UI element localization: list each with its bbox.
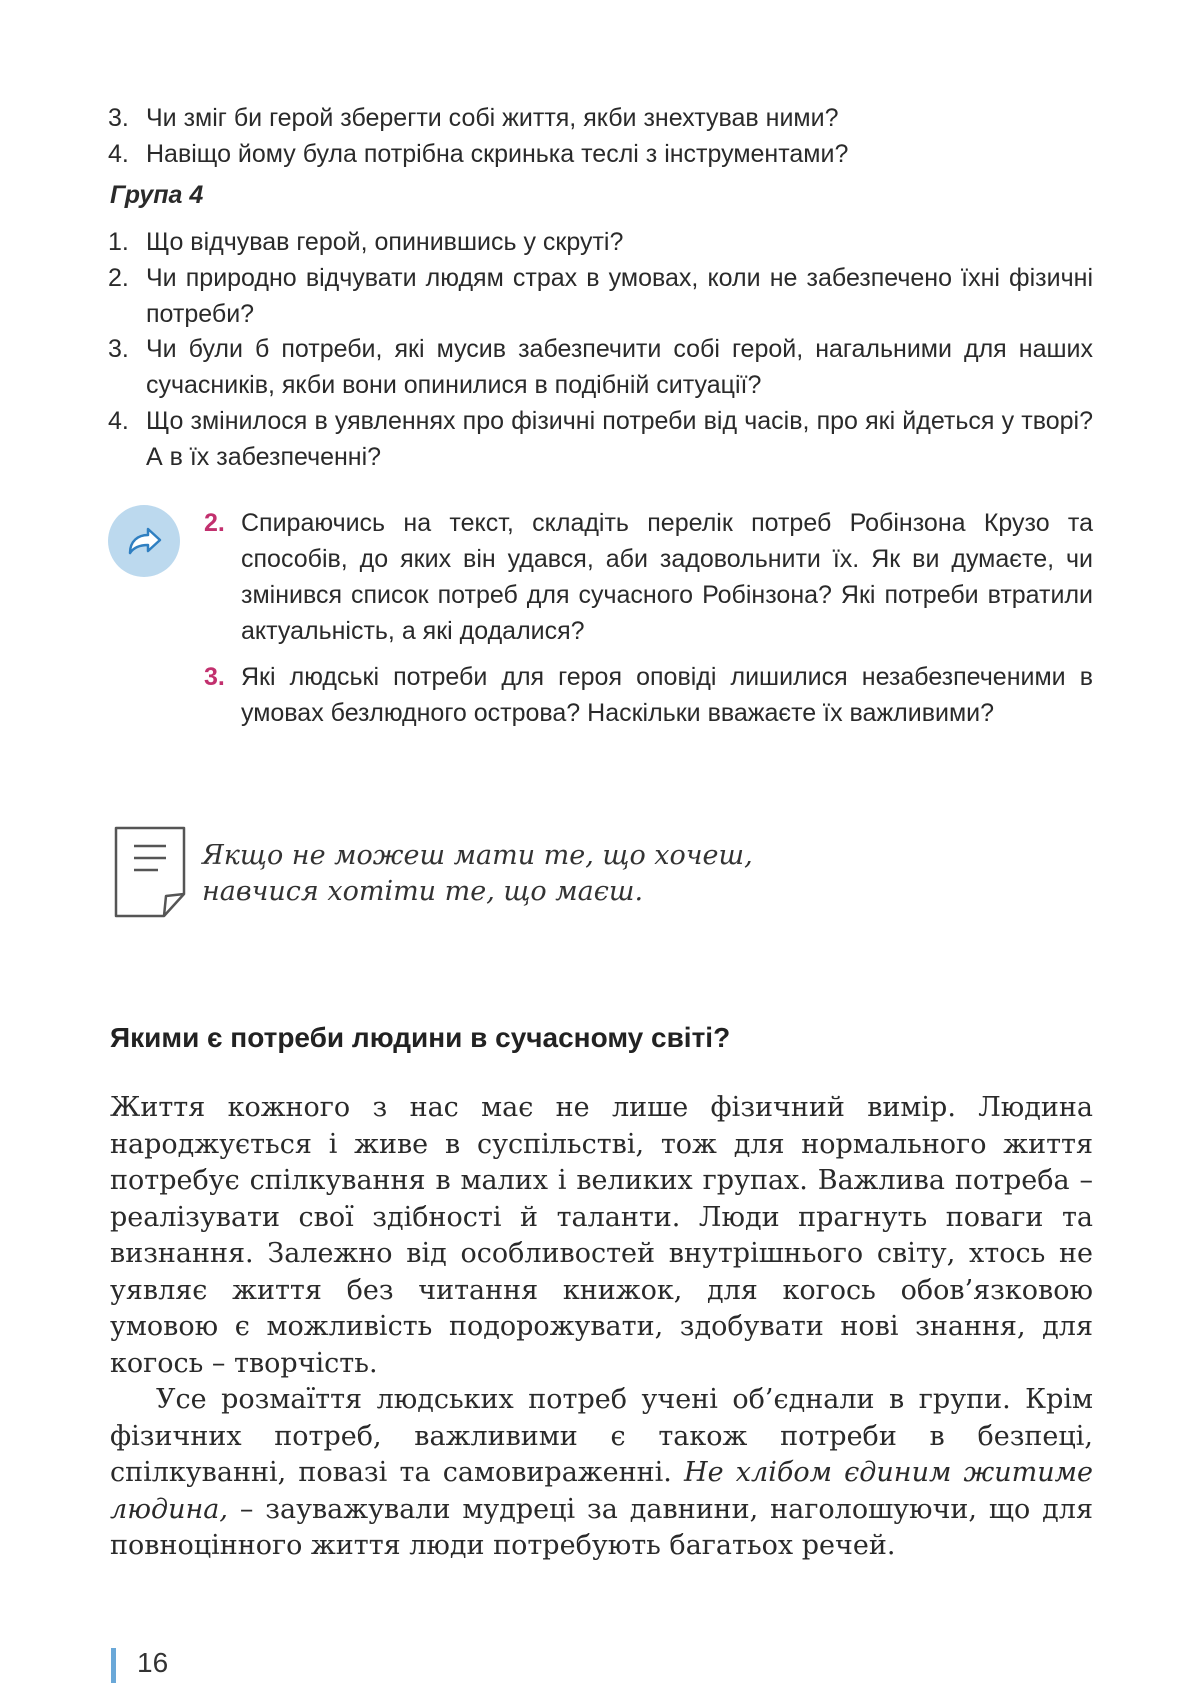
question-text: Що змінилося в уявленнях про фізичні потреби від часів, про які йдеться у творі? А в їх забезпеченні? (146, 407, 1093, 471)
note-page-icon (112, 824, 188, 925)
question-item (108, 136, 1093, 172)
question-number: 1. (108, 228, 129, 256)
quote-line: Якщо не можеш мати те, що хочеш, (202, 840, 753, 871)
group-title: Група 4 (110, 181, 204, 209)
body-text (110, 1090, 1093, 1565)
question-text: Що відчував герой, опинившись у скруті? (146, 228, 624, 256)
task-item (204, 505, 1093, 649)
quote-block (202, 838, 753, 910)
question-number: 3. (108, 335, 129, 363)
page-number: 16 (137, 1647, 169, 1678)
arrow-share-icon (108, 505, 180, 577)
question-number: 4. (108, 407, 129, 435)
task-text: Які людські потреби для героя оповіді лишилися незабезпеченими в умовах безлюдного острова? Наскільки вважаєте їх важливими? (241, 663, 1093, 727)
question-item (108, 260, 1093, 332)
question-item (108, 100, 1093, 136)
quote-line: навчися хотіти те, що маєш. (202, 876, 644, 907)
task-number: 2. (204, 509, 225, 537)
task-text: Спираючись на текст, складіть перелік потреб Робінзона Крузо та способів, до яких він удався, аби задовольнити їх. Як ви думаєте, чи змінився список потреб для сучасного Робінзона? Які потреби втратили актуальність, а які додалися? (241, 509, 1093, 645)
page-marker-bar (111, 1648, 116, 1683)
question-text: Чи природно відчувати людям страх в умовах, коли не забезпечено їхні фізичні потреби? (146, 264, 1093, 328)
question-number: 3. (108, 104, 129, 132)
paragraph-text: – зауважували мудреці за давнини, наголошуючи, що для повноцінного життя люди потребують багатьох речей. (110, 1493, 1093, 1561)
task-number: 3. (204, 663, 225, 691)
question-number: 2. (108, 264, 129, 292)
question-text: Чи були б потреби, які мусив забезпечити собі герой, нагальними для наших сучасників, якби вони опинилися в подібній ситуації? (146, 335, 1093, 399)
paragraph-text: Усе розмаїття людських потреб учені об’єднали в групи. Крім фізичних потреб, важливими є також потреби в безпеці, спілкуванні, повазі та самовираженні. (110, 1384, 1093, 1488)
paragraph (110, 1382, 1093, 1565)
question-item (108, 403, 1093, 475)
question-text: Чи зміг би герой зберегти собі життя, якби знехтував ними? (146, 104, 839, 132)
question-item (108, 224, 1093, 260)
section-title: Якими є потреби людини в сучасному світі? (110, 1022, 731, 1053)
task-item (204, 659, 1093, 731)
paragraph: Життя кожного з нас має не лише фізичний вимір. Людина народжується і живе в суспільстві, тож для нормального життя потребує спілкування в малих і великих групах. Важлива потреба – реалізувати свої здібності й таланти. Люди прагнуть поваги та визнання. Залежно від особливостей внутрішнього світу, хтось не уявляє життя без читання книжок, для когось обов’язковою умовою є можливість подорожувати, здобувати нові знання, для когось – творчість. (110, 1092, 1093, 1379)
question-text: Навіщо йому була потрібна скринька теслі з інструментами? (146, 140, 849, 168)
question-number: 4. (108, 140, 129, 168)
question-item (108, 331, 1093, 403)
italic-quote: Не хлібом єдиним житиме людина, (110, 1457, 1093, 1525)
